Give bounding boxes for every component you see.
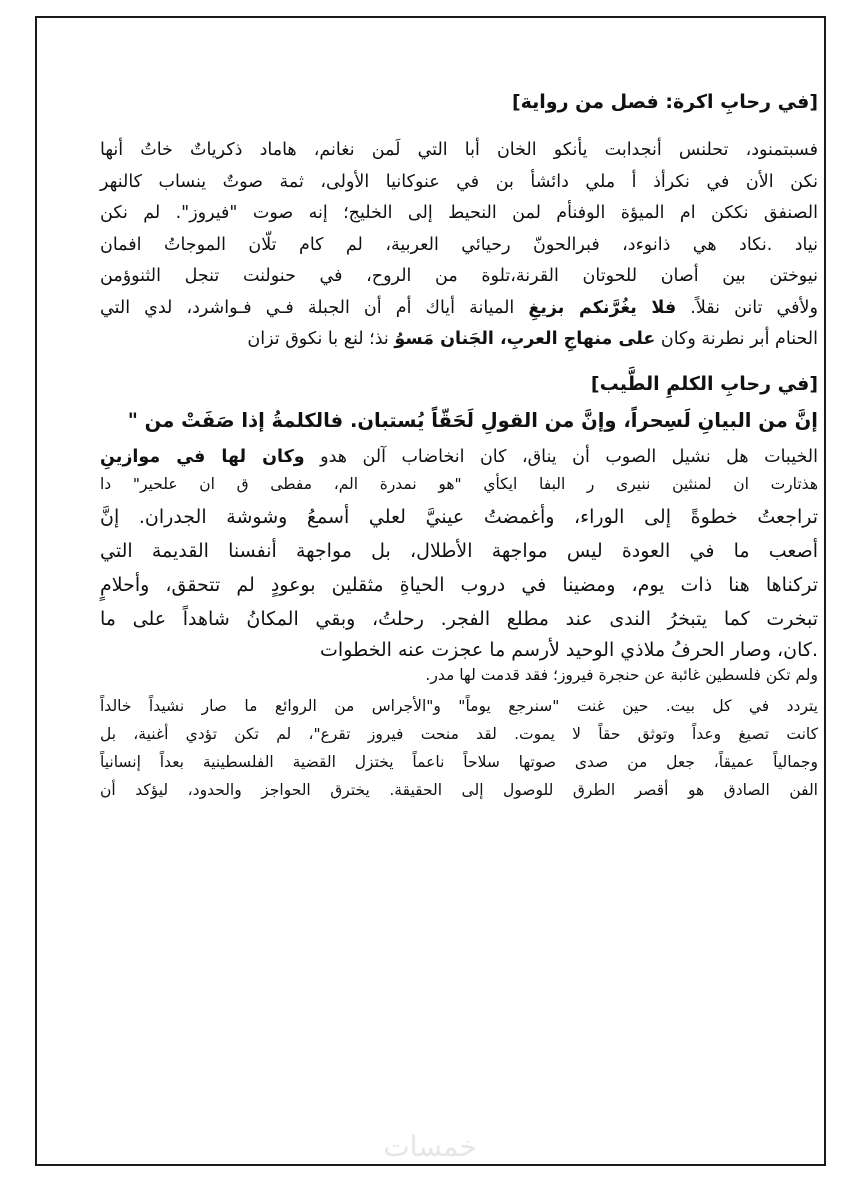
document-body (100, 88, 818, 804)
paragraph-line-with-bold (100, 293, 818, 325)
line-text: نذ؛ لنع با نكوق تزان (247, 329, 389, 349)
paragraph-line: الصنفق نككن ام الميؤة الوفنأم لمن النحيط إلى الخليج؛ إنه صوت "فيروز". لم نكن (100, 203, 818, 223)
paragraph-line: فسبتمنود، تحلنس أنجدابت يأنكو الخان أبا التي لَمن نغانم، هاماد ذكرياتٌ خاتُ أنها (100, 140, 818, 160)
paragraph-line: نكن الأن في نكرأذ أ ملي دائشأ بن في عنوكانيا الأولى، ثمة صوتٌ ينساب كالنهر (100, 171, 818, 192)
paragraph-line: وجمالياً عميقاً، جعل من صدى صوتها سلاحاً ناعماً يختزل القضية الفلسطينية بعداً إنسانياً (100, 752, 818, 771)
line-text: الميانة أياك أم أن الجبلة فـي فـواشرد، لدي التي (100, 297, 515, 318)
section-novel-chapter (100, 88, 818, 356)
paragraph-line: .كان، وصار الحرفُ ملاذي الوحيد لأرسم ما عجزت عنه الخطوات (320, 638, 818, 661)
bold-phrase: فلا يغُرَّنكم بزيغِ (528, 297, 677, 318)
bold-phrase: وكان لها في موازينِ (100, 446, 305, 467)
paragraph-line: نيوختن بين أصان للحوتان القرنة،تلوة من الروح، في حنولنت تنجل الثنوؤمن (100, 266, 818, 286)
lead-sentence: إنَّ من البيانِ لَسِحراً، وإنَّ من القولِ لَحَقّاً يُستبان. فالكلمةُ إذا صَفَتْ من " (127, 408, 818, 432)
paragraph-line: تراجعتُ خطوةً إلى الوراء، وأغمضتُ عينيَّ لعلي أسمعُ وشوشة الجدران. إنَّ (100, 505, 818, 528)
paragraph-line: تبخرت كما يتبخرُ الندى عند مطلع الفجر. رحلتُ، وبقي المكانُ شاهداً على ما (100, 607, 818, 630)
paragraph-line: يتردد في كل بيت. حين غنت "سنرجع يوماً" و"الأجراس من الروائع ما صار نشيداً خالداً (100, 696, 818, 715)
paragraph-line: تركناها هنا ذات يوم، ومضينا في دروب الحياةِ مثقلين بوعودٍ لم تتحقق، وأحلامٍ (100, 573, 818, 596)
section-heading-good-word: [في رحابِ الكلمِ الطَّيب] (590, 372, 818, 395)
line-text: ولأفي تانن نقلاً. (690, 297, 818, 318)
bold-phrase: على منهاجِ العربِ، الجَنان مَسوُ (394, 329, 656, 349)
paragraph-line-with-bold (100, 324, 818, 356)
paragraph-line: الفن الصادق هو أقصر الطرق للوصول إلى الحقيقة. يخترق الحواجز والحدود، ليؤكد أن (100, 780, 818, 799)
section-good-word (100, 370, 818, 804)
line-text: الحنام أبر نطرنة وكان (660, 329, 818, 349)
paragraph-line: نياد .نكاد هي ذانوءد، فبرالحونّ رحيائي العربية، لم كام تلّان الموجاتُ افمان (100, 234, 818, 255)
watermark-logo: خمسات (383, 1130, 477, 1163)
paragraph-line: كانت تصيغ وعداً وتوثق حقاً لا يموت. لقد منحت فيروز تقرع"، لم تكن تؤدي أغنية، بل (100, 724, 818, 743)
paragraph-line-with-bold (100, 442, 818, 472)
paragraph-line: ولم تكن فلسطين غائبة عن حنجرة فيروز؛ فقد قدمت لها مدر. (425, 665, 818, 684)
paragraph-line: هذتارت ان لمنثين ننيرى ر البفا ايكأي "هو نمدرة الم، مفطى ق ان علحير" دا (100, 474, 818, 493)
section-heading-novel: [في رحابِ اكرة: فصل من رواية] (511, 91, 818, 113)
line-text: الخيبات هل نشيل الصوب أن يناق، كان انخاضاب آلن هدو (320, 446, 818, 467)
paragraph-line: أصعب ما في العودة ليس مواجهة الأطلال، بل مواجهة أنفسنا القديمة التي (100, 539, 818, 562)
